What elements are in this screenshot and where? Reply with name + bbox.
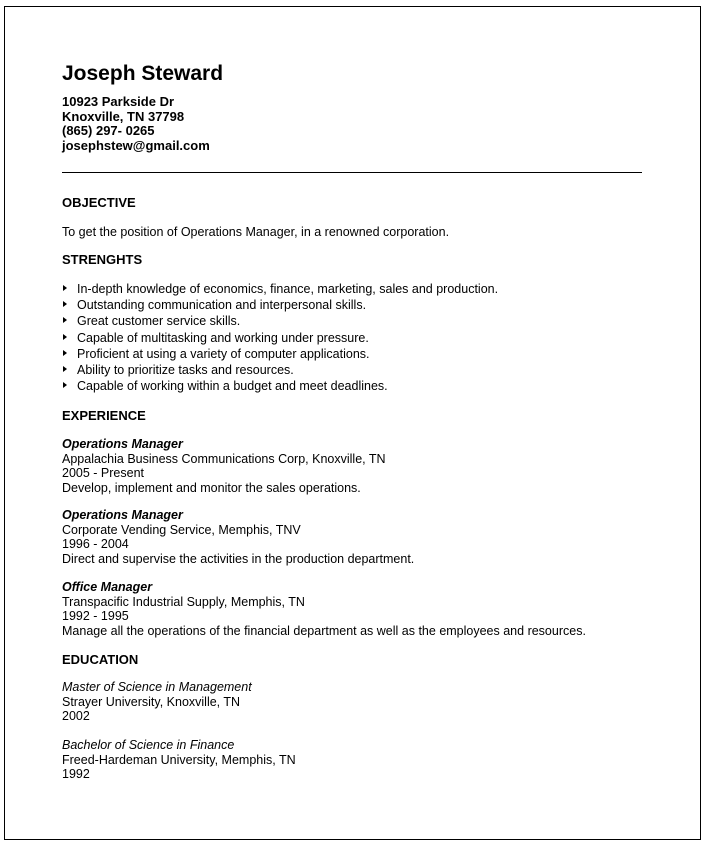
bullet-arrow-icon <box>63 285 67 291</box>
degree-name: Master of Science in Management <box>62 680 252 694</box>
list-item <box>62 313 498 329</box>
strength-text: Ability to prioritize tasks and resources. <box>77 362 294 377</box>
strength-text: Great customer service skills. <box>77 314 241 329</box>
job-title: Operations Manager <box>62 508 183 522</box>
job-company: Corporate Vending Service, Memphis, TNV <box>62 522 301 537</box>
list-item <box>62 297 498 313</box>
address-line-1: 10923 Parkside Dr <box>62 94 175 109</box>
job-title: Operations Manager <box>62 437 183 451</box>
graduation-year: 1992 <box>62 767 90 781</box>
job-company: Appalachia Business Communications Corp, Knoxville, TN <box>62 451 386 466</box>
phone-number: (865) 297- 0265 <box>62 123 155 138</box>
experience-entry <box>62 580 586 638</box>
list-item <box>62 330 498 346</box>
resume-page <box>4 6 701 840</box>
experience-entry <box>62 508 414 566</box>
job-company: Transpacific Industrial Supply, Memphis, TN <box>62 594 305 609</box>
job-dates: 1992 - 1995 <box>62 609 129 623</box>
experience-entry <box>62 437 386 495</box>
list-item <box>62 378 498 394</box>
list-item <box>62 346 498 362</box>
education-heading: EDUCATION <box>62 652 139 667</box>
job-description: Develop, implement and monitor the sales operations. <box>62 480 361 495</box>
objective-heading: OBJECTIVE <box>62 195 136 210</box>
contact-block <box>62 95 210 153</box>
job-dates: 2005 - Present <box>62 466 144 480</box>
school-name: Strayer University, Knoxville, TN <box>62 694 241 709</box>
strengths-list <box>62 281 498 394</box>
bullet-arrow-icon <box>63 301 67 307</box>
graduation-year: 2002 <box>62 709 90 723</box>
job-description: Direct and supervise the activities in the production department. <box>62 551 415 566</box>
strength-text: Capable of multitasking and working under pressure. <box>77 330 369 345</box>
bullet-arrow-icon <box>63 317 67 323</box>
email-address: josephstew@gmail.com <box>62 137 210 153</box>
bullet-arrow-icon <box>63 334 67 340</box>
list-item <box>62 362 498 378</box>
job-description: Manage all the operations of the financial department as well as the employees and resources. <box>62 623 586 638</box>
bullet-arrow-icon <box>63 382 67 388</box>
strengths-heading: STRENGHTS <box>62 252 143 267</box>
strength-text: Proficient at using a variety of computer applications. <box>77 346 370 361</box>
school-name: Freed-Hardeman University, Memphis, TN <box>62 752 296 767</box>
bullet-arrow-icon <box>63 350 67 356</box>
strength-text: In-depth knowledge of economics, finance, marketing, sales and production. <box>77 282 499 296</box>
applicant-name: Joseph Steward <box>62 62 224 85</box>
education-entry <box>62 680 252 724</box>
address-line-2: Knoxville, TN 37798 <box>62 108 185 124</box>
education-entry <box>62 738 296 782</box>
job-dates: 1996 - 2004 <box>62 537 129 551</box>
list-item <box>62 281 498 297</box>
experience-heading: EXPERIENCE <box>62 408 146 423</box>
job-title: Office Manager <box>62 580 153 594</box>
degree-name: Bachelor of Science in Finance <box>62 738 235 752</box>
strength-text: Outstanding communication and interpersonal skills. <box>77 298 367 313</box>
strength-text: Capable of working within a budget and meet deadlines. <box>77 379 388 394</box>
bullet-arrow-icon <box>63 366 67 372</box>
objective-text: To get the position of Operations Manager, in a renowned corporation. <box>62 225 450 239</box>
header-divider <box>62 172 642 173</box>
